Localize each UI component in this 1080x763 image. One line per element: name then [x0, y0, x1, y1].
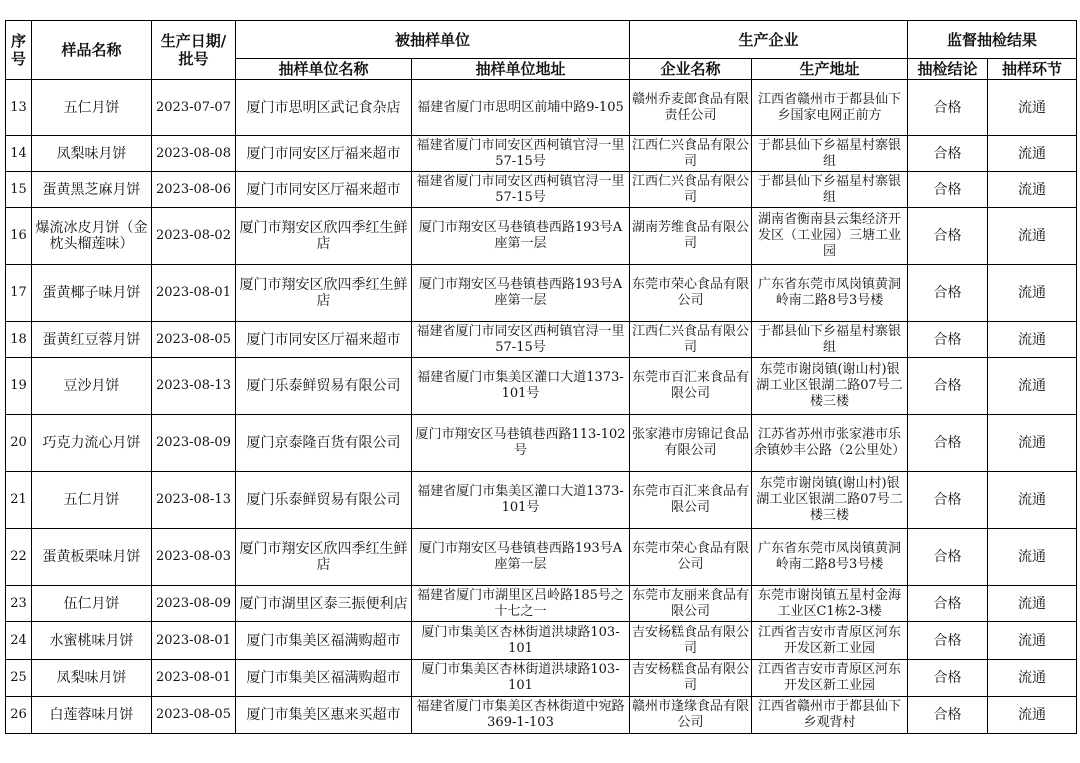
cell-seq: 14	[6, 136, 32, 172]
cell-seq: 24	[6, 622, 32, 660]
table-row	[6, 472, 1077, 529]
cell-production-address: 于都县仙下乡福星村寨银组	[752, 322, 908, 358]
cell-seq: 13	[6, 80, 32, 136]
cell-sampled-unit-address: 厦门市翔安区马巷镇巷西路193号A座第一层	[412, 208, 630, 265]
cell-production-address: 广东省东莞市凤岗镇黄洞岭南二路8号3号楼	[752, 265, 908, 322]
cell-sampled-unit-name: 厦门乐泰鲜贸易有限公司	[236, 358, 412, 415]
cell-sampled-unit-name: 厦门市集美区惠来买超市	[236, 697, 412, 734]
cell-sampled-unit-address: 福建省厦门市集美区灌口大道1373-101号	[412, 358, 630, 415]
cell-sample-name: 白莲蓉味月饼	[32, 697, 152, 734]
cell-production-address: 于都县仙下乡福星村寨银组	[752, 136, 908, 172]
cell-seq: 16	[6, 208, 32, 265]
header-seq: 序号	[6, 21, 32, 80]
cell-sampled-unit-name: 厦门京泰隆百货有限公司	[236, 415, 412, 472]
cell-company-name: 张家港市房锦记食品有限公司	[630, 415, 752, 472]
header-conclusion: 抽检结论	[908, 59, 988, 80]
cell-sample-name: 凤梨味月饼	[32, 660, 152, 697]
cell-sampled-unit-name: 厦门市翔安区欣四季红生鲜店	[236, 265, 412, 322]
cell-stage: 流通	[988, 80, 1077, 136]
table-row	[6, 172, 1077, 208]
table-row	[6, 697, 1077, 734]
cell-sampled-unit-name: 厦门市湖里区泰三振便利店	[236, 586, 412, 622]
cell-conclusion: 合格	[908, 265, 988, 322]
cell-sampled-unit-name: 厦门市思明区武记食杂店	[236, 80, 412, 136]
cell-conclusion: 合格	[908, 529, 988, 586]
cell-production-address: 东莞市谢岗镇五星村金海工业区C1栋2-3楼	[752, 586, 908, 622]
cell-production-address: 东莞市谢岗镇(谢山村)银湖工业区银湖二路07号二楼三楼	[752, 358, 908, 415]
cell-sampled-unit-address: 福建省厦门市思明区前埔中路9-105	[412, 80, 630, 136]
cell-sampled-unit-name: 厦门市集美区福满购超市	[236, 622, 412, 660]
cell-stage: 流通	[988, 622, 1077, 660]
cell-company-name: 湖南芳维食品有限公司	[630, 208, 752, 265]
table-row	[6, 322, 1077, 358]
table-row	[6, 208, 1077, 265]
cell-production-date: 2023-08-13	[152, 358, 236, 415]
inspection-results-table	[5, 20, 1077, 734]
cell-sampled-unit-address: 厦门市翔安区马巷镇巷西路113-102号	[412, 415, 630, 472]
cell-sample-name: 蛋黄红豆蓉月饼	[32, 322, 152, 358]
cell-conclusion: 合格	[908, 136, 988, 172]
cell-production-date: 2023-08-01	[152, 622, 236, 660]
cell-sampled-unit-address: 福建省厦门市湖里区吕岭路185号之十七之一	[412, 586, 630, 622]
cell-sampled-unit-address: 福建省厦门市集美区灌口大道1373-101号	[412, 472, 630, 529]
table-row	[6, 358, 1077, 415]
cell-sampled-unit-address: 福建省厦门市同安区西柯镇官浔一里57-15号	[412, 172, 630, 208]
cell-company-name: 吉安杨糕食品有限公司	[630, 660, 752, 697]
header-sampled-unit-name: 抽样单位名称	[236, 59, 412, 80]
cell-company-name: 东莞市友丽来食品有限公司	[630, 586, 752, 622]
cell-production-address: 东莞市谢岗镇(谢山村)银湖工业区银湖二路07号二楼三楼	[752, 472, 908, 529]
cell-sample-name: 凤梨味月饼	[32, 136, 152, 172]
table-body	[6, 80, 1077, 734]
cell-seq: 20	[6, 415, 32, 472]
cell-sampled-unit-address: 福建省厦门市同安区西柯镇官浔一里57-15号	[412, 136, 630, 172]
cell-seq: 22	[6, 529, 32, 586]
cell-seq: 25	[6, 660, 32, 697]
cell-conclusion: 合格	[908, 697, 988, 734]
cell-seq: 18	[6, 322, 32, 358]
cell-company-name: 东莞市百汇来食品有限公司	[630, 358, 752, 415]
cell-company-name: 东莞市百汇来食品有限公司	[630, 472, 752, 529]
cell-conclusion: 合格	[908, 586, 988, 622]
table-row	[6, 660, 1077, 697]
header-stage: 抽样环节	[988, 59, 1077, 80]
cell-sample-name: 豆沙月饼	[32, 358, 152, 415]
cell-production-date: 2023-08-01	[152, 660, 236, 697]
cell-company-name: 东莞市荣心食品有限公司	[630, 529, 752, 586]
cell-seq: 19	[6, 358, 32, 415]
cell-sampled-unit-address: 厦门市集美区杏林街道洪埭路103-101	[412, 660, 630, 697]
cell-sampled-unit-address: 厦门市集美区杏林街道洪埭路103-101	[412, 622, 630, 660]
cell-stage: 流通	[988, 172, 1077, 208]
cell-sample-name: 水蜜桃味月饼	[32, 622, 152, 660]
cell-stage: 流通	[988, 586, 1077, 622]
cell-sampled-unit-name: 厦门乐泰鲜贸易有限公司	[236, 472, 412, 529]
cell-production-address: 于都县仙下乡福星村寨银组	[752, 172, 908, 208]
cell-sampled-unit-address: 厦门市翔安区马巷镇巷西路193号A座第一层	[412, 529, 630, 586]
cell-sample-name: 巧克力流心月饼	[32, 415, 152, 472]
cell-seq: 21	[6, 472, 32, 529]
table-row	[6, 415, 1077, 472]
cell-sample-name: 爆流冰皮月饼（金枕头榴莲味）	[32, 208, 152, 265]
cell-sampled-unit-name: 厦门市同安区厅福来超市	[236, 136, 412, 172]
cell-stage: 流通	[988, 529, 1077, 586]
cell-production-address: 江西省吉安市青原区河东开发区新工业园	[752, 660, 908, 697]
cell-conclusion: 合格	[908, 472, 988, 529]
table-row	[6, 529, 1077, 586]
table-row	[6, 265, 1077, 322]
cell-production-date: 2023-08-03	[152, 529, 236, 586]
cell-sampled-unit-name: 厦门市翔安区欣四季红生鲜店	[236, 208, 412, 265]
cell-seq: 15	[6, 172, 32, 208]
cell-conclusion: 合格	[908, 415, 988, 472]
header-inspection-result: 监督抽检结果	[908, 21, 1077, 59]
table-row	[6, 136, 1077, 172]
cell-production-date: 2023-08-09	[152, 586, 236, 622]
cell-production-date: 2023-08-02	[152, 208, 236, 265]
cell-conclusion: 合格	[908, 208, 988, 265]
cell-sample-name: 五仁月饼	[32, 80, 152, 136]
cell-sample-name: 蛋黄板栗味月饼	[32, 529, 152, 586]
cell-sampled-unit-name: 厦门市集美区福满购超市	[236, 660, 412, 697]
cell-sampled-unit-name: 厦门市翔安区欣四季红生鲜店	[236, 529, 412, 586]
table-row	[6, 80, 1077, 136]
cell-production-date: 2023-08-01	[152, 265, 236, 322]
cell-production-date: 2023-08-13	[152, 472, 236, 529]
cell-sampled-unit-address: 福建省厦门市集美区杏林街道中宛路369-1-103	[412, 697, 630, 734]
cell-production-address: 江苏省苏州市张家港市乐余镇妙丰公路（2公里处）	[752, 415, 908, 472]
cell-stage: 流通	[988, 136, 1077, 172]
header-company-name: 企业名称	[630, 59, 752, 80]
cell-production-address: 湖南省衡南县云集经济开发区（工业园）三塘工业园	[752, 208, 908, 265]
header-manufacturer: 生产企业	[630, 21, 908, 59]
cell-company-name: 赣州市逢缘食品有限公司	[630, 697, 752, 734]
cell-sample-name: 五仁月饼	[32, 472, 152, 529]
header-production-address: 生产地址	[752, 59, 908, 80]
cell-conclusion: 合格	[908, 358, 988, 415]
cell-company-name: 江西仁兴食品有限公司	[630, 136, 752, 172]
cell-production-address: 广东省东莞市凤岗镇黄洞岭南二路8号3号楼	[752, 529, 908, 586]
cell-stage: 流通	[988, 322, 1077, 358]
cell-conclusion: 合格	[908, 80, 988, 136]
cell-production-date: 2023-08-09	[152, 415, 236, 472]
cell-conclusion: 合格	[908, 172, 988, 208]
cell-production-date: 2023-08-08	[152, 136, 236, 172]
cell-sample-name: 蛋黄椰子味月饼	[32, 265, 152, 322]
table-row	[6, 586, 1077, 622]
cell-seq: 23	[6, 586, 32, 622]
cell-seq: 26	[6, 697, 32, 734]
cell-conclusion: 合格	[908, 660, 988, 697]
cell-production-date: 2023-08-06	[152, 172, 236, 208]
cell-production-address: 江西省赣州市于都县仙下乡国家电网正前方	[752, 80, 908, 136]
cell-stage: 流通	[988, 697, 1077, 734]
cell-company-name: 东莞市荣心食品有限公司	[630, 265, 752, 322]
cell-company-name: 江西仁兴食品有限公司	[630, 172, 752, 208]
cell-production-date: 2023-08-05	[152, 697, 236, 734]
cell-company-name: 赣州乔麦郎食品有限责任公司	[630, 80, 752, 136]
cell-company-name: 江西仁兴食品有限公司	[630, 322, 752, 358]
cell-stage: 流通	[988, 660, 1077, 697]
cell-sampled-unit-address: 厦门市翔安区马巷镇巷西路193号A座第一层	[412, 265, 630, 322]
cell-stage: 流通	[988, 472, 1077, 529]
cell-stage: 流通	[988, 358, 1077, 415]
cell-production-address: 江西省赣州市于都县仙下乡观背村	[752, 697, 908, 734]
header-sampled-unit-address: 抽样单位地址	[412, 59, 630, 80]
cell-production-date: 2023-07-07	[152, 80, 236, 136]
cell-sample-name: 蛋黄黑芝麻月饼	[32, 172, 152, 208]
cell-stage: 流通	[988, 265, 1077, 322]
cell-sample-name: 伍仁月饼	[32, 586, 152, 622]
cell-stage: 流通	[988, 208, 1077, 265]
cell-production-date: 2023-08-05	[152, 322, 236, 358]
cell-production-address: 江西省吉安市青原区河东开发区新工业园	[752, 622, 908, 660]
table-row	[6, 622, 1077, 660]
cell-company-name: 吉安杨糕食品有限公司	[630, 622, 752, 660]
cell-sampled-unit-name: 厦门市同安区厅福来超市	[236, 322, 412, 358]
cell-stage: 流通	[988, 415, 1077, 472]
cell-sampled-unit-name: 厦门市同安区厅福来超市	[236, 172, 412, 208]
header-sample-name: 样品名称	[32, 21, 152, 80]
cell-conclusion: 合格	[908, 622, 988, 660]
cell-conclusion: 合格	[908, 322, 988, 358]
cell-sampled-unit-address: 福建省厦门市同安区西柯镇官浔一里57-15号	[412, 322, 630, 358]
cell-seq: 17	[6, 265, 32, 322]
header-sampled-unit: 被抽样单位	[236, 21, 630, 59]
header-production-date: 生产日期/批号	[152, 21, 236, 80]
